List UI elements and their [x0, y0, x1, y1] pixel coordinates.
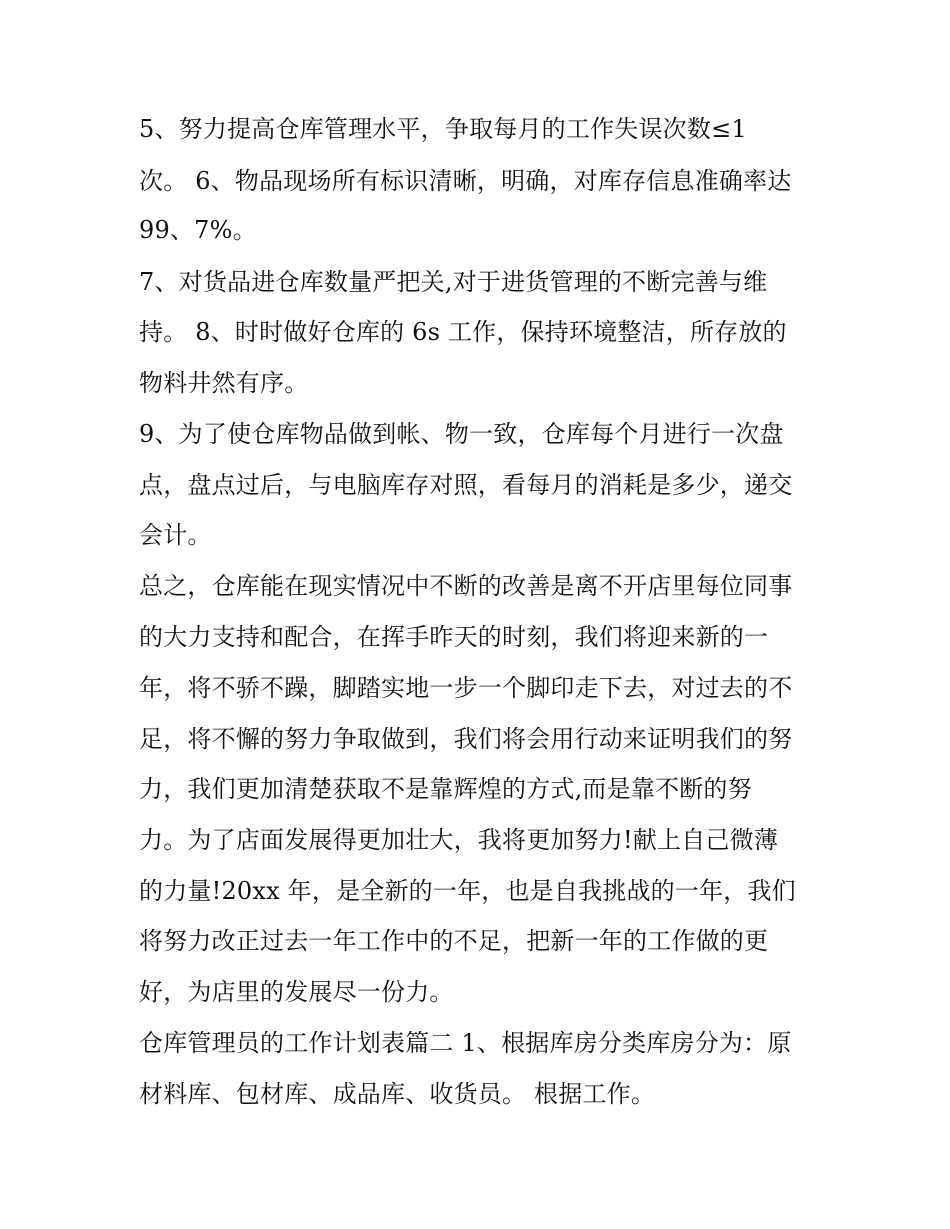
text-line: 5、努力提高仓库管理水平，争取每月的工作失误次数≤1	[139, 115, 747, 143]
text-line: 9、为了使仓库物品做到帐、物一致，仓库每个月进行一次盘	[139, 420, 784, 448]
text-line: 仓库管理员的工作计划表篇二 1、根据库房分类库房分为：原	[139, 1029, 792, 1057]
text-line: 年，将不骄不躁，脚踏实地一步一个脚印走下去，对过去的不	[139, 674, 793, 702]
text-line: 7、对货品进仓库数量严把关,对于进货管理的不断完善与维	[139, 268, 768, 296]
text-line: 力。为了店面发展得更加壮大，我将更加努力!献上自己微薄	[139, 826, 779, 854]
text-line: 会计。	[139, 521, 212, 549]
text-line: 次。 6、物品现场所有标识清晰，明确，对库存信息准确率达	[139, 167, 792, 195]
text-line: 足，将不懈的努力争取做到，我们将会用行动来证明我们的努	[139, 725, 793, 753]
text-line: 的大力支持和配合，在挥手昨天的时刻，我们将迎来新的一	[139, 623, 769, 651]
text-line: 力，我们更加清楚获取不是靠辉煌的方式,而是靠不断的努	[139, 775, 752, 803]
text-line: 材料库、包材库、成品库、收货员。 根据工作。	[139, 1080, 656, 1108]
text-line: 的力量!20xx 年，是全新的一年，也是自我挑战的一年，我们	[139, 877, 796, 905]
text-line: 总之，仓库能在现实情况中不断的改善是离不开店里每位同事	[139, 572, 793, 600]
text-line: 物料井然有序。	[139, 369, 309, 397]
text-line: 将努力改正过去一年工作中的不足，把新一年的工作做的更	[139, 927, 769, 955]
text-line: 点，盘点过后，与电脑库存对照，看每月的消耗是多少，递交	[139, 471, 793, 499]
text-line: 好，为店里的发展尽一份力。	[139, 978, 454, 1006]
text-line: 99、7%。	[139, 216, 257, 244]
text-line: 持。 8、时时做好仓库的 6s 工作，保持环境整洁，所存放的	[139, 318, 787, 346]
